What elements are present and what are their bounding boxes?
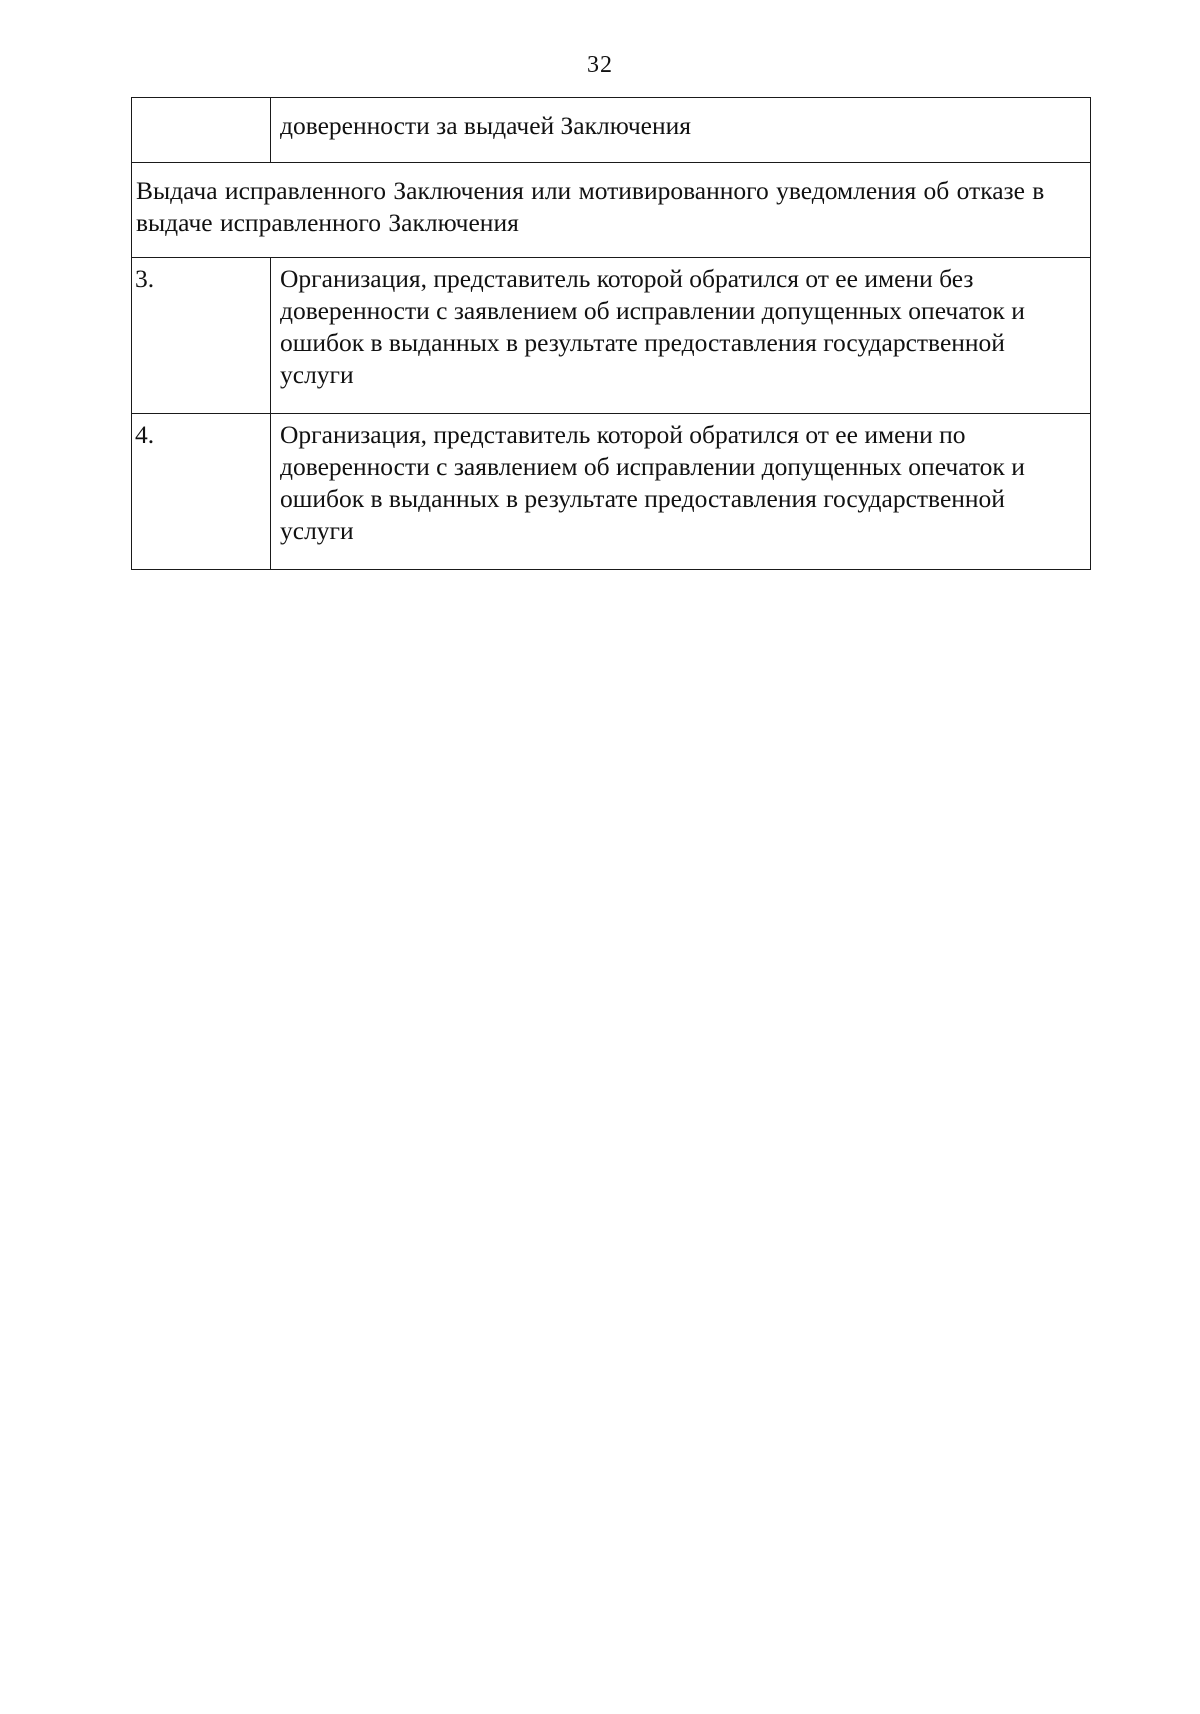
row-number-cell: 4. [132, 414, 271, 570]
table-row [132, 258, 1091, 414]
row-description-cell: Организация, представитель которой обратился от ее имени по доверенности с заявлением об исправлении допущенных опечаток и ошибок в выданных в результате предоставления государственной услуги [271, 414, 1091, 570]
page-number: 32 [587, 52, 613, 78]
row-description-cell: доверенности за выдачей Заключения [271, 98, 1091, 163]
row-description-cell: Организация, представитель которой обратился от ее имени без доверенности с заявлением об исправлении допущенных опечаток и ошибок в выданных в результате предоставления государственной услуги [271, 258, 1091, 414]
table-row [132, 414, 1091, 570]
section-header-cell: Выдача исправленного Заключения или мотивированного уведомления об отказе в выдаче исправленного Заключения [132, 163, 1091, 258]
row-number-cell [132, 98, 271, 163]
table-row [132, 98, 1091, 163]
row-number-cell: 3. [132, 258, 271, 414]
section-header-row [132, 163, 1091, 258]
applicant-variants-table [131, 97, 1091, 570]
